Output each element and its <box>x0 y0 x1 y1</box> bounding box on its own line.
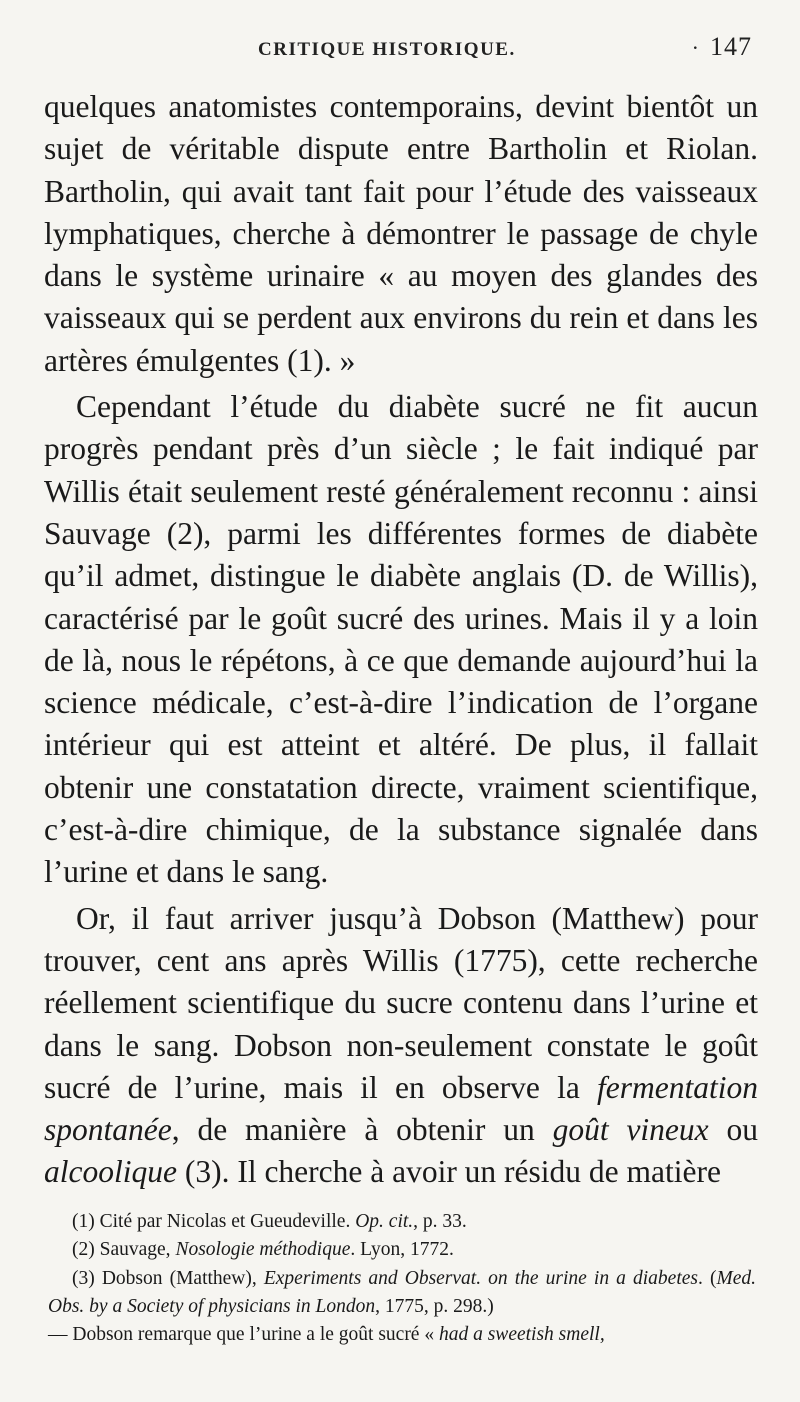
footnote-3-text-b: . ( <box>698 1267 717 1289</box>
footnote-3-italic-journal: Med. Obs. by a Society of physicians in London <box>48 1267 756 1317</box>
footnote-1-text-b: , p. 33. <box>413 1211 467 1232</box>
paragraph-1: quelques anatomistes contemporains, devint bientôt un sujet de véritable dispute entre Bartholin et Riolan. Bartholin, qui avait tant fait pour l’étude des vaisseaux lymphatiques, cherche à démontrer le passage de chyle dans le système urinaire « au moyen des glandes des vaisseaux qui se perdent aux environs du rein et dans les artères émulgentes (1). » <box>44 89 758 378</box>
paragraph-3-italic-alcoolique: alcoolique <box>44 1154 177 1190</box>
paragraph-3 <box>44 898 758 1194</box>
footnote-3-continuation-text: — Dobson remarque que l’urine a le goût sucré « <box>48 1324 439 1346</box>
header-dot: · <box>691 35 700 60</box>
body-text <box>44 86 758 1194</box>
footnote-1-text-a: (1) Cité par Nicolas et Gueudeville. <box>72 1211 356 1232</box>
footnote-1 <box>48 1208 756 1236</box>
footnote-2-text-b: . Lyon, 1772. <box>350 1239 454 1261</box>
page-number-block <box>692 32 752 62</box>
page-number: 147 <box>710 32 752 61</box>
footnote-1-italic: Op. cit. <box>355 1211 414 1232</box>
footnote-3-continuation-italic: had a sweetish smell, <box>438 1324 605 1346</box>
paragraph-3-text-d: (3). Il cherche à avoir un résidu de matière <box>176 1154 721 1190</box>
footnote-3 <box>48 1265 756 1322</box>
paragraph-3-text-c: ou <box>708 1112 759 1148</box>
footnote-2-text-a: (2) Sauvage, <box>72 1239 176 1261</box>
running-head <box>44 32 758 78</box>
footnote-3-text-c: , 1775, p. 298.) <box>375 1295 494 1317</box>
footnote-2-italic: Nosologie méthodique <box>175 1239 351 1261</box>
paragraph-2: Cependant l’étude du diabète sucré ne fit aucun progrès pendant près d’un siècle ; le fait indiqué par Willis était seulement resté généralement reconnu : ainsi Sauvage (2), parmi les différentes formes de diabète qu’il admet, distingue le diabète anglais (D. de Willis), caractérisé par le goût sucré des urines. Mais il y a loin de là, nous le répétons, à ce que demande aujourd’hui la science médicale, c’est-à-dire l’indication de l’organe intérieur qui est atteint et altéré. De plus, il fallait obtenir une constatation directe, vraiment scientifique, c’est-à-dire chimique, de la substance signalée dans l’urine et dans le sang. <box>44 389 758 890</box>
running-title: CRITIQUE HISTORIQUE. <box>258 39 516 60</box>
paragraph-3-text-b: , de manière à obtenir un <box>171 1112 553 1148</box>
paragraph-3-italic-fermentation: fermentation spontanée <box>44 1069 758 1148</box>
footnotes <box>48 1208 756 1349</box>
footnote-3-italic-title: Experiments and Observat. on the urine in a diabetes <box>263 1267 698 1289</box>
footnote-3-text-a: (3) Dobson (Matthew), <box>72 1267 264 1289</box>
paragraph-3-italic-gout-vineux: goût vineux <box>552 1112 709 1148</box>
paragraph-3-text-a: Or, il faut arriver jusqu’à Dobson (Matthew) pour trouver, cent ans après Willis (1775), cette recherche réellement scientifique du sucre contenu dans l’urine et dans le sang. Dobson non-seulement constate le goût sucré de l’urine, mais il en observe la <box>44 900 758 1105</box>
footnote-2 <box>48 1236 756 1264</box>
footnote-3-continuation <box>48 1321 756 1349</box>
